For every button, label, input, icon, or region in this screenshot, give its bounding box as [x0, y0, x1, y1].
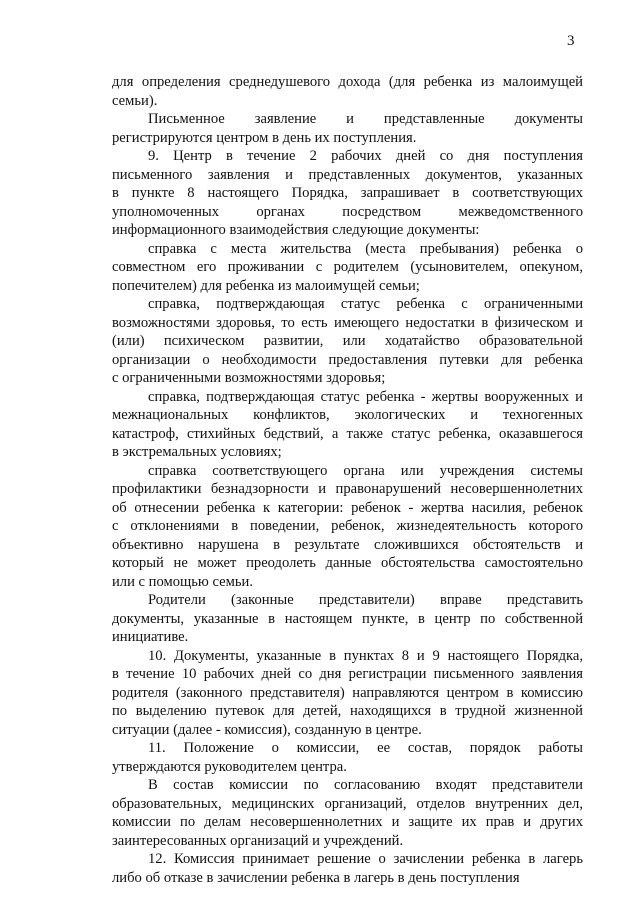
- text-line: с отклонениями в поведении, ребенок, жизнедеятельность которого: [112, 518, 583, 534]
- text-line: в экстремальных условиях;: [112, 444, 282, 460]
- text-line: катастроф, стихийных бедствий, а также статус ребенка, оказавшегося: [112, 425, 583, 442]
- page-number: 3: [567, 33, 575, 49]
- text-line: информационного взаимодействия следующие документы:: [112, 222, 480, 238]
- text-line: комиссии по делам несовершеннолетних и защите их прав и других: [112, 814, 583, 830]
- text-line: документы, указанные в настоящем пункте, в центр по собственной: [112, 610, 583, 627]
- text-line: семьи).: [112, 92, 158, 109]
- text-line: который не может преодолеть данные обстоятельства самостоятельно: [112, 555, 583, 571]
- paragraph: [112, 110, 583, 147]
- text-line: 12. Комиссия принимает решение о зачислении ребенка в лагерь: [148, 851, 583, 867]
- text-line: образовательных, медицинских организаций, отделов внутренних дел,: [112, 795, 583, 812]
- text-line: или с помощью семьи.: [112, 573, 253, 590]
- paragraph: [112, 776, 583, 850]
- text-line: 11. Положение о комиссии, ее состав, порядок работы: [148, 740, 583, 756]
- text-line: справка с места жительства (места пребывания) ребенка о: [148, 240, 583, 257]
- text-line: справка соответствующего органа или учреждения системы: [148, 462, 583, 479]
- text-line: уполномоченных органах посредством межведомственного: [112, 203, 583, 220]
- paragraph: [112, 73, 583, 110]
- text-line: объективно нарушена в результате сложившихся обстоятельств и: [112, 536, 583, 553]
- text-line: 9. Центр в течение 2 рабочих дней со дня поступления: [148, 148, 583, 164]
- text-line: по выделению путевок для детей, находящихся в трудной жизненной: [112, 703, 583, 719]
- text-line: для определения среднедушевого дохода (для ребенка из малоимущей: [112, 74, 583, 90]
- text-line: утверждаются руководителем центра.: [112, 758, 347, 775]
- text-line: справка, подтверждающая статус ребенка с ограниченными: [148, 296, 583, 312]
- paragraph: [112, 462, 583, 592]
- text-line: организации о необходимости предоставления путевки для ребенка: [112, 351, 583, 368]
- text-line: возможностями здоровья, то есть имеющего недостатки в физическом и: [112, 314, 583, 331]
- text-line: Письменное заявление и представленные документы: [148, 111, 583, 127]
- text-line: в течение 10 рабочих дней со дня регистрации письменного заявления: [112, 666, 583, 682]
- text-line: регистрируются центром в день их поступления.: [112, 129, 417, 146]
- paragraph: [112, 295, 583, 388]
- text-line: (или) психическом развитии, или ходатайство образовательной: [112, 333, 583, 349]
- text-line: об отнесении ребенка к категории: ребенок - жертва насилия, ребенок: [112, 499, 583, 516]
- paragraph: [112, 647, 583, 740]
- text-line: попечителем) для ребенка из малоимущей семьи;: [112, 277, 420, 294]
- text-line: с ограниченными возможностями здоровья;: [112, 370, 386, 386]
- text-line: профилактики безнадзорности и правонарушений несовершеннолетних: [112, 481, 583, 497]
- text-line: письменного заявления и представленных документов, указанных: [112, 166, 583, 183]
- text-line: либо об отказе в зачислении ребенка в лагерь в день поступления: [112, 869, 520, 886]
- text-line: ситуации (далее - комиссия), созданную в центре.: [112, 721, 422, 738]
- text-line: межнациональных конфликтов, экологических и техногенных: [112, 407, 583, 423]
- paragraph: [112, 240, 583, 296]
- paragraph: [112, 388, 583, 462]
- text-line: справка, подтверждающая статус ребенка - жертвы вооруженных и: [148, 388, 583, 405]
- paragraph: [112, 850, 583, 887]
- text-line: Родители (законные представители) вправе представить: [148, 592, 583, 608]
- document-body: [112, 73, 583, 887]
- text-line: заинтересованных организаций и учреждений.: [112, 832, 404, 849]
- text-line: совместном его проживании с родителем (усыновителем, опекуном,: [112, 259, 583, 275]
- paragraph: [112, 739, 583, 776]
- text-line: инициативе.: [112, 629, 189, 645]
- text-line: В состав комиссии по согласованию входят представители: [148, 777, 583, 793]
- paragraph: [112, 591, 583, 647]
- text-line: 10. Документы, указанные в пунктах 8 и 9 настоящего Порядка,: [148, 647, 583, 664]
- paragraph: [112, 147, 583, 240]
- text-line: родителя (законного представителя) направляются центром в комиссию: [112, 684, 583, 701]
- text-line: в пункте 8 настоящего Порядка, запрашивает в соответствующих: [112, 185, 583, 201]
